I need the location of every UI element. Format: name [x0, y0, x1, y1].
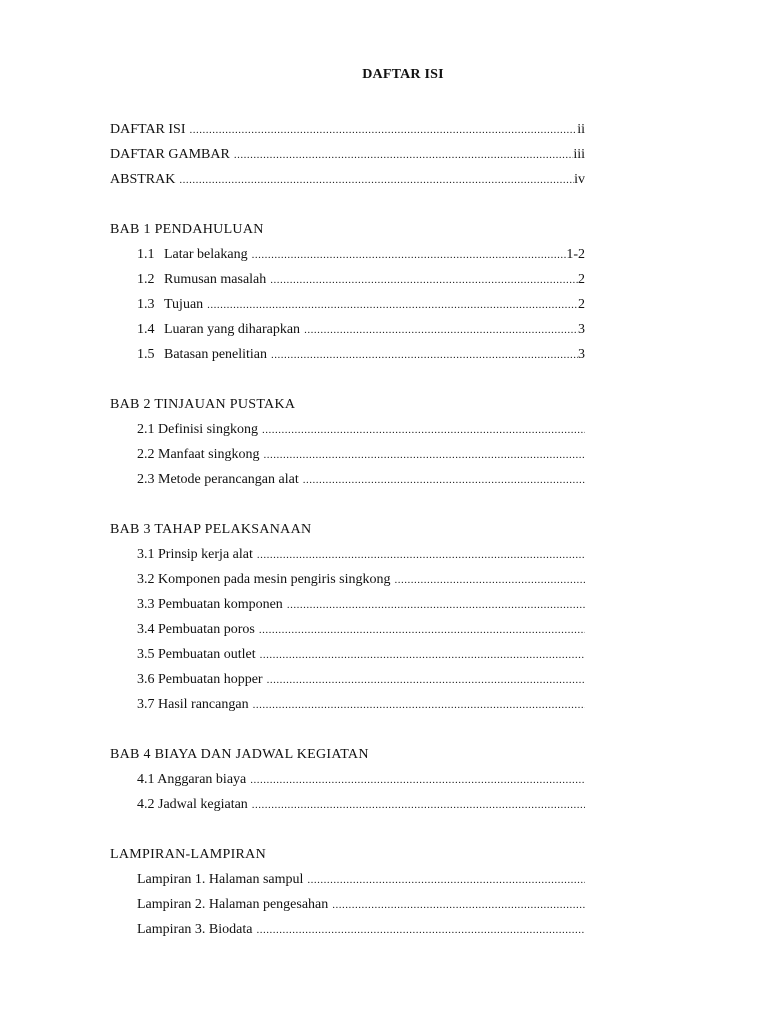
dot-leader [395, 568, 585, 593]
dot-leader [271, 343, 578, 368]
section-number: 1.3 [137, 297, 155, 312]
toc-entry-label: DAFTAR ISI [110, 122, 186, 137]
dot-leader [270, 268, 578, 293]
toc-entry-lampiran-2[interactable] [110, 892, 585, 917]
spacer [110, 817, 585, 842]
toc-entry-3-3[interactable] [110, 592, 585, 617]
toc-entry-label: Lampiran 3. Biodata [137, 922, 253, 937]
toc-entry-label: 3.2 Komponen pada mesin pengiris singkong [137, 572, 391, 587]
toc-entry-1-4[interactable] [110, 317, 585, 342]
toc-page-number: 3 [578, 347, 585, 362]
toc-entry-label: 2.3 Metode perancangan alat [137, 472, 299, 487]
toc-entry-abstrak[interactable] [110, 167, 585, 192]
toc-entry-label: 3.3 Pembuatan komponen [137, 597, 283, 612]
toc-entry-1-2[interactable] [110, 267, 585, 292]
toc-entry-3-5[interactable] [110, 642, 585, 667]
toc-entry-label: DAFTAR GAMBAR [110, 147, 230, 162]
toc-entry-label: Rumusan masalah [164, 272, 267, 287]
toc-entry-label: 4.2 Jadwal kegiatan [137, 797, 248, 812]
toc-entry-label: 2.1 Definisi singkong [137, 422, 258, 437]
dot-leader [207, 293, 578, 318]
toc-entry-3-6[interactable] [110, 667, 585, 692]
toc-page-number: 2 [578, 272, 585, 287]
toc-entry-2-1[interactable] [110, 417, 585, 442]
toc-entry-label: 3.7 Hasil rancangan [137, 697, 249, 712]
toc-entry-daftar-gambar[interactable] [110, 142, 585, 167]
toc-page-number: 1-2 [566, 247, 585, 262]
spacer [110, 367, 585, 392]
spacer [110, 492, 585, 517]
toc-entry-label: Batasan penelitian [164, 347, 268, 362]
toc-entry-3-2[interactable] [110, 567, 585, 592]
toc-entry-label: 3.5 Pembuatan outlet [137, 647, 256, 662]
dot-leader [250, 768, 585, 793]
section-number: 1.1 [137, 247, 155, 262]
toc-entry-4-2[interactable] [110, 792, 585, 817]
toc-entry-label: Luaran yang diharapkan [164, 322, 301, 337]
dot-leader [256, 918, 585, 943]
toc-entry-label: 3.1 Prinsip kerja alat [137, 547, 253, 562]
toc-entry-2-2[interactable] [110, 442, 585, 467]
toc-entry-label: Tujuan [164, 297, 204, 312]
toc-entry-label: 3.6 Pembuatan hopper [137, 672, 263, 687]
dot-leader [252, 793, 585, 818]
dot-leader [179, 168, 574, 193]
toc-entry-1-5[interactable] [110, 342, 585, 367]
chapter-heading-bab-3[interactable]: BAB 3 TAHAP PELAKSANAAN [110, 522, 312, 537]
toc-page-number: iv [574, 172, 585, 187]
section-number: 1.5 [137, 347, 155, 362]
dot-leader [267, 668, 585, 693]
page-title: DAFTAR ISI [362, 67, 444, 82]
dot-leader [252, 243, 567, 268]
toc-entry-lampiran-3[interactable] [110, 917, 585, 942]
toc-entry-label: Latar belakang [164, 247, 248, 262]
toc-entry-1-3[interactable] [110, 292, 585, 317]
toc-entry-3-1[interactable] [110, 542, 585, 567]
dot-leader [307, 868, 585, 893]
section-number: 1.4 [137, 322, 155, 337]
toc-entry-label: Lampiran 2. Halaman pengesahan [137, 897, 329, 912]
spacer [110, 717, 585, 742]
toc-entry-label: ABSTRAK [110, 172, 176, 187]
toc-page-number: 2 [578, 297, 585, 312]
spacer [110, 192, 585, 217]
dot-leader [304, 318, 578, 343]
toc-entry-3-7[interactable] [110, 692, 585, 717]
toc-page-number: ii [577, 122, 585, 137]
toc-entry-1-1[interactable] [110, 242, 585, 267]
toc-entry-label: 2.2 Manfaat singkong [137, 447, 260, 462]
toc-entry-label: 4.1 Anggaran biaya [137, 772, 247, 787]
dot-leader [253, 693, 585, 718]
table-of-contents [110, 117, 585, 942]
chapter-heading-bab-4[interactable]: BAB 4 BIAYA DAN JADWAL KEGIATAN [110, 747, 369, 762]
toc-entry-4-1[interactable] [110, 767, 585, 792]
toc-entry-label: 3.4 Pembuatan poros [137, 622, 255, 637]
dot-leader [234, 143, 573, 168]
chapter-heading-lampiran[interactable]: LAMPIRAN-LAMPIRAN [110, 847, 266, 862]
toc-entry-daftar-isi[interactable] [110, 117, 585, 142]
dot-leader [259, 618, 585, 643]
section-number: 1.2 [137, 272, 155, 287]
dot-leader [262, 418, 585, 443]
toc-page-number: 3 [578, 322, 585, 337]
chapter-heading-bab-2[interactable]: BAB 2 TINJAUAN PUSTAKA [110, 397, 296, 412]
dot-leader [263, 443, 585, 468]
dot-leader [287, 593, 585, 618]
toc-entry-2-3[interactable] [110, 467, 585, 492]
dot-leader [260, 643, 585, 668]
chapter-heading-bab-1[interactable]: BAB 1 PENDAHULUAN [110, 222, 264, 237]
dot-leader [190, 118, 578, 143]
dot-leader [332, 893, 585, 918]
toc-page-number: iii [573, 147, 585, 162]
dot-leader [257, 543, 585, 568]
dot-leader [303, 468, 585, 493]
toc-entry-lampiran-1[interactable] [110, 867, 585, 892]
toc-entry-label: Lampiran 1. Halaman sampul [137, 872, 304, 887]
toc-entry-3-4[interactable] [110, 617, 585, 642]
